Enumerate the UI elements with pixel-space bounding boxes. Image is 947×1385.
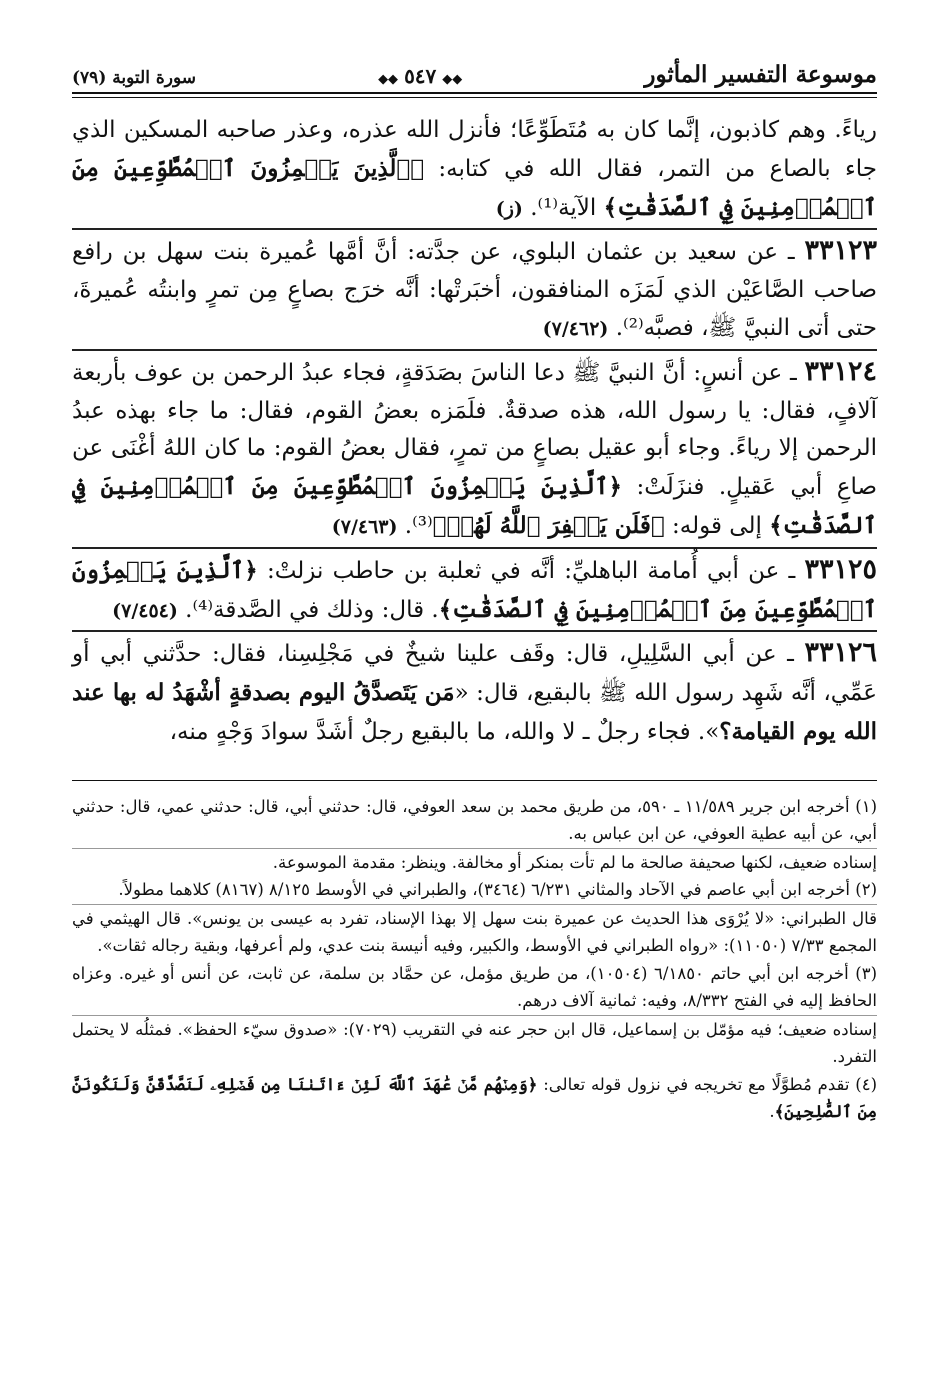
source-code: (ز) bbox=[495, 197, 523, 220]
volume-reference: (٧/٤٦٣) bbox=[331, 515, 398, 538]
narration-text: . قال: وذلك في الصَّدقة⁽⁴⁾. bbox=[177, 596, 439, 623]
text-line: المسكين الذي جاء بالصاع من التمر، فقال الله في كتابه: bbox=[72, 117, 878, 182]
ornament-icon: ◆◆ bbox=[378, 72, 399, 87]
quran-verse: ﴿ٱلَّذِينَ يَلۡمِزُونَ bbox=[250, 154, 425, 182]
footnote-text: . bbox=[769, 1102, 775, 1122]
footnote-text: (٤) تقدم مُطوَّلًا مع تخريجه في نزول قوله تعالى: bbox=[537, 1074, 877, 1094]
quran-verse: ﴿ٱلَّذِينَ يَلۡمِزُونَ ٱلۡمُطَّوِّعِينَ مِنَ ٱلۡمُؤۡمِنِينَ فِي ٱلصَّدَقَٰتِ﴾ bbox=[72, 556, 877, 623]
narration-text: إلى قوله: bbox=[664, 512, 770, 539]
main-text bbox=[72, 112, 877, 752]
footnote: (٣) أخرجه ابن أبي حاتم ٦/١٨٥٠ (١٠٥٠٤)، من طريق مؤمل، عن حمَّاد بن سلمة، عن ثابت، عن أنس أو غيره. وعزاه الحافظ إليه في الفتح ٨/٣٣٢، وفيه: ثمانية آلاف درهم. bbox=[72, 963, 877, 1011]
paragraph-continuation bbox=[72, 112, 877, 228]
quran-verse: ﴿وَمِنۡهُم مَّنۡ عَٰهَدَ ٱللَّهَ لَئِنۡ ءَاتَىٰنَا مِن فَضۡلِهِۦ لَنَصَّدَّقَنَّ وَلَنَكُونَنَّ مِنَ ٱلصَّٰلِحِينَ﴾ bbox=[72, 1074, 877, 1122]
footnote-note: إسناده ضعيف، لكنها صحيفة صالحة ما لم تأت بمنكر أو مخالفة. وينظر: مقدمة الموسوعة. bbox=[72, 848, 877, 877]
narration-text: ـ عن أنسٍ: أنَّ النبيَّ ﷺ دعا الناسَ بصَدَقةٍ، فجاء عبدُ الرحمن بن عوف بأربعة آلافٍ، فقال: يا رسول الله، هذه صدقةٌ. فلَمَزه بعضُ القوم، فقال: ما جاء بهذه عبدُ الرحمن إلا رياءً. وجاء أبو عقيل بصاعٍ من تمرٍ، فقال بعضُ القوم: ما كان اللهُ أغْنَى عن صاعِ أبي عَقيلٍ. فنزَلَتْ: bbox=[72, 359, 877, 501]
page-number bbox=[372, 64, 468, 88]
footnote-separator bbox=[72, 780, 877, 781]
running-header bbox=[72, 52, 877, 94]
narration-text: ـ عن أبي أُمامة الباهليِّ: أنَّه في ثعلبة بن حاطب نزلتْ: bbox=[257, 557, 805, 584]
footnote bbox=[72, 1071, 877, 1126]
quran-verse: ﴿فَلَن يَغۡفِرَ ٱللَّهُ لَهُمۡ﴾ bbox=[432, 511, 665, 539]
volume-reference: (٧/٤٦٢) bbox=[542, 317, 609, 340]
text-line: رياءً. وهم كاذبون، إنَّما كان به مُتَطَوِّعًا؛ فأنزل الله عذره، وعذر صاحبه bbox=[216, 117, 877, 143]
quran-verse: ٱلۡمُطَّوِّعِينَ مِنَ ٱلۡمُؤۡمِنِينَ فِي ٱلصَّدَقَٰتِ﴾ bbox=[72, 154, 877, 221]
narration-text: ». فجاء رجلٌ ـ لا والله، ما بالبقيع رجلٌ أشَدَّ سوادَ وَجْهٍ منه، bbox=[169, 718, 720, 745]
quran-verse: ﴿ٱلَّذِينَ يَلۡمِزُونَ ٱلۡمُطَّوِّعِينَ مِنَ ٱلۡمُؤۡمِنِينَ فِي ٱلصَّدَقَٰتِ﴾ bbox=[72, 473, 877, 539]
footnote-note: إسناده ضعيف؛ فيه مؤمّل بن إسماعيل، قال ابن حجر عنه في التقريب (٧٠٢٩): «صدوق سيّء الحفظ». فمثلُه لا يحتمل التفرد. bbox=[72, 1015, 877, 1071]
page-number-value: ٥٤٧ bbox=[404, 64, 437, 88]
book-title: موسوعة التفسير المأثور bbox=[644, 61, 877, 88]
footnote-mark: ⁽³⁾. bbox=[397, 512, 433, 539]
footnote: (١) أخرجه ابن جرير ١١/٥٨٩ ـ ٥٩٠، من طريق محمد بن سعد العوفي، قال: حدثني أبي، قال: حدثني عمي، قال: حدثني أبي، عن أبيه عطية العوفي، عن ابن عباس به. bbox=[72, 796, 878, 844]
ornament-icon: ◆◆ bbox=[442, 72, 463, 87]
narration-text: ـ عن أبي السَّلِيلِ، قال: وقَف علينا شيخٌ في مَجْلِسِنا، فقال: حدَّثني أبي أو عَمِّي، أنَّه شَهِد رسول الله ﷺ بالبقيع، قال: « bbox=[72, 641, 877, 707]
narration-number: ٣٣١٢٦ bbox=[804, 637, 877, 669]
surah-title: سورة التوبة (٧٩) bbox=[72, 68, 196, 88]
narration-number: ٣٣١٢٥ bbox=[804, 553, 878, 585]
narration-entry bbox=[72, 349, 877, 547]
footnotes bbox=[72, 793, 877, 1126]
narration-number: ٣٣١٢٤ bbox=[804, 355, 877, 387]
footnote: (٢) أخرجه ابن أبي عاصم في الآحاد والمثاني ٦/٢٣١ (٣٤٦٤)، والطبراني في الأوسط ٨/١٢٥ (٨١٦٧) كلاهما مطولاً. bbox=[118, 880, 877, 900]
narration-entry bbox=[72, 630, 877, 751]
hadith-quote: مَن يَتَصدَّقُ اليوم بصدقةٍ أشْهَدُ له بها عند الله يوم القيامة؟ bbox=[72, 679, 877, 745]
volume-reference: (٧/٤٥٤) bbox=[112, 599, 178, 622]
narration-text: ـ عن سعيد بن عثمان البلوي، عن جدَّته: أنَّ أمَّها عُميرة بنت سهل بن رافع صاحب الصَّاعَيْن الذي لَمَزَه المنافقون، أخبَرتْها: أنَّه خرَج بصاعٍ مِن تمرٍ وابنتُه عُميرةَ، حتى أتى النبيَّ ﷺ، فصبَّه⁽²⁾. bbox=[72, 239, 877, 341]
narration-entry bbox=[72, 228, 877, 348]
text-line: الآية⁽¹⁾. bbox=[522, 194, 604, 221]
footnote-note: قال الطبراني: «لا يُرْوَى هذا الحديث عن عميرة بنت سهل إلا بهذا الإسناد، تفرد به عيسى بن يونس». قال الهيثمي في المجمع ٧/٣٣ (١١٠٥٠): «رواه الطبراني في الأوسط، والكبير، وفيه أنيسة بنت عدي، ولم أعرفها، وبقية رجاله ثقات». bbox=[72, 904, 877, 960]
narration-entry bbox=[72, 547, 877, 631]
narration-number: ٣٣١٢٣ bbox=[804, 235, 877, 267]
